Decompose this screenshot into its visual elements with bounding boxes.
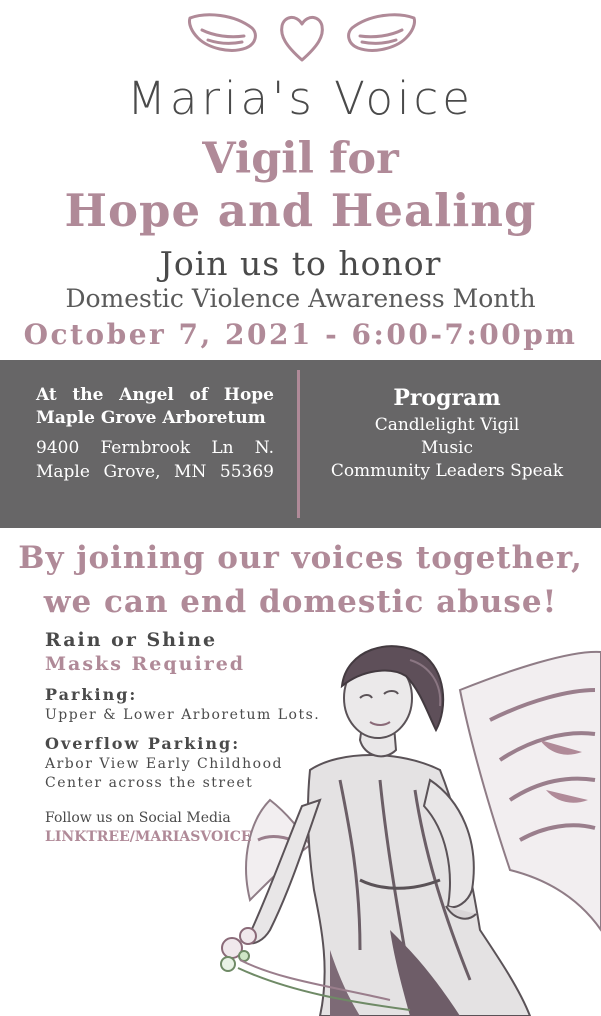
details-block [45, 628, 345, 847]
social-label: Follow us on Social Media [45, 810, 231, 826]
overflow-parking-line2: Center across the street [45, 775, 254, 791]
wing-right-icon [349, 15, 415, 51]
location-line1: At the Angel of Hope [36, 385, 274, 405]
event-title-line1: Vigil for [202, 134, 399, 184]
location-block [36, 384, 274, 484]
location-line2: Maple Grove Arboretum [36, 408, 266, 428]
address-line2: Maple Grove, MN 55369 [36, 462, 274, 482]
program-item: Music [420, 438, 474, 458]
program-heading: Program [393, 385, 501, 411]
tagline-line1: By joining our voices together, [18, 540, 583, 576]
heart-icon [282, 17, 323, 60]
wing-left-icon [189, 15, 255, 51]
event-date: October 7, 2021 - 6:00-7:00pm [23, 318, 578, 351]
tagline-line2: we can end domestic abuse! [43, 584, 558, 620]
organization-name: Maria's Voice [127, 72, 474, 125]
band-divider [297, 370, 300, 518]
invite-text: Join us to honor [159, 244, 442, 283]
program-block [318, 384, 576, 483]
rain-or-shine: Rain or Shine [45, 629, 218, 651]
linktree-link[interactable]: LINKTREE/MARIASVOICE [45, 829, 252, 845]
program-item: Community Leaders Speak [330, 461, 564, 481]
masks-required: Masks Required [45, 653, 246, 675]
parking-label: Parking: [45, 685, 138, 704]
wings-heart-logo [186, 10, 418, 66]
program-item: Candlelight Vigil [374, 415, 520, 435]
address-line1: 9400 Fernbrook Ln N. [36, 438, 274, 458]
info-band [0, 360, 601, 528]
event-title-line2: Hope and Healing [64, 184, 537, 237]
overflow-parking-label: Overflow Parking: [45, 734, 241, 753]
overflow-parking-line1: Arbor View Early Childhood [45, 756, 283, 772]
awareness-month: Domestic Violence Awareness Month [65, 284, 536, 313]
parking-text: Upper & Lower Arboretum Lots. [45, 707, 321, 723]
